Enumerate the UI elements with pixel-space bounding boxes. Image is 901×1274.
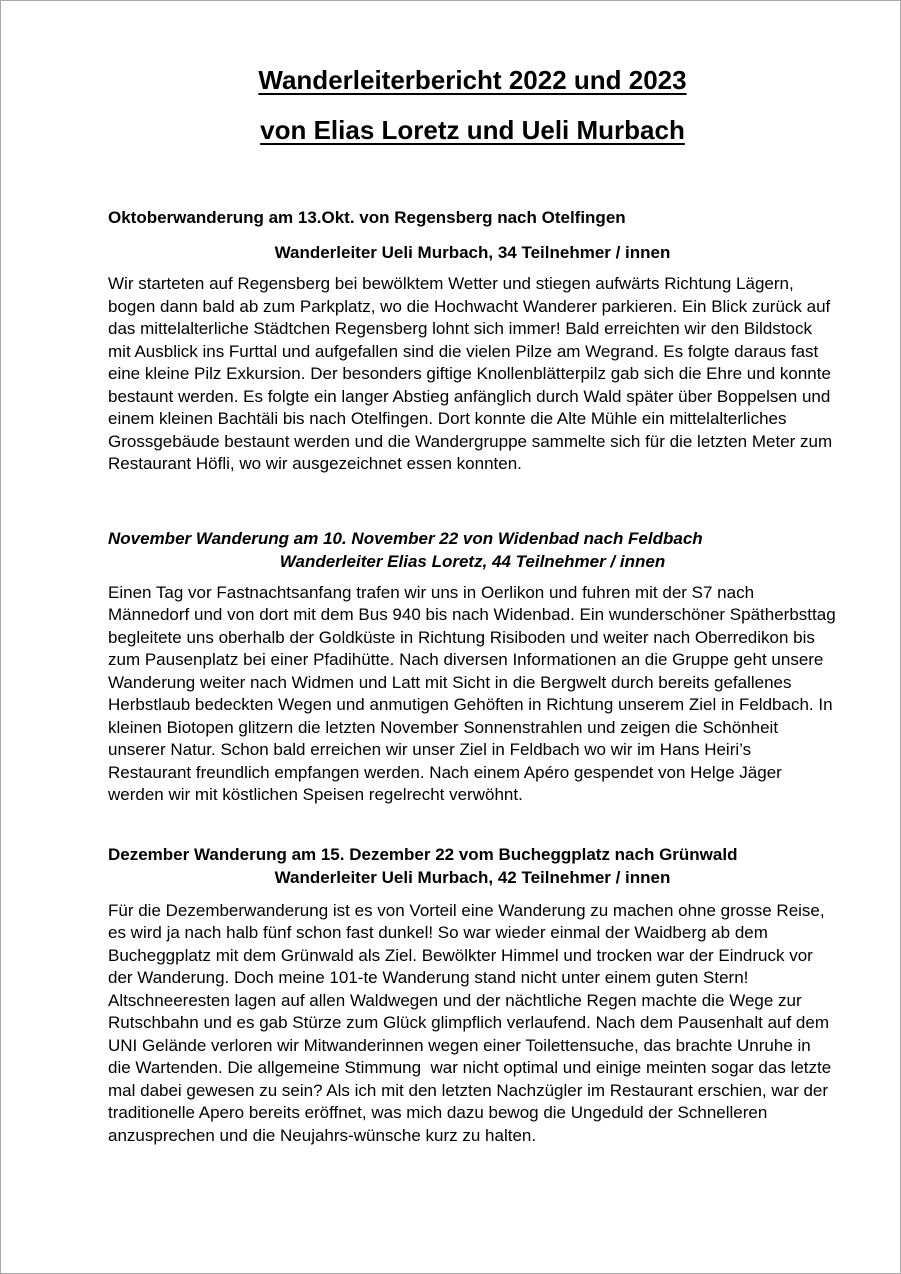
document-title — [108, 64, 837, 146]
section-heading-oktober: Oktoberwanderung am 13.Okt. von Regensberg nach Otelfingen — [108, 208, 626, 227]
section-subheading-oktober: Wanderleiter Ueli Murbach, 34 Teilnehmer / innen — [274, 243, 671, 262]
section-paragraph-november: Einen Tag vor Fastnachtsanfang trafen wir uns in Oerlikon und fuhren mit der S7 nach Männedorf und von dort mit dem Bus 940 bis nach Widenbad. Ein wunderschöner Spätherbsttag begleitete uns oberhalb der Goldküste in Richtung Risiboden und weiter nach Oberredikon bis zum Pausenplatz bei einer Pfadihütte. Nach diversen Informationen an die Gruppe geht unsere Wanderung weiter nach Widmen und Latt mit Sicht in die Bergwelt durch bereits gefallenes Herbstlaub bedeckten Wegen und anmutigen Gehöften in Richtung unserem Ziel in Feldbach. In kleinen Biotopen glitzern die letzten November Sonnenstrahlen und zeigen die Schönheit unserer Natur. Schon bald erreichen wir unser Ziel in Feldbach wo wir im Hans Heiri’s Restaurant freundlich empfangen werden. Nach einem Apéro gespendet von Helge Jäger werden wir mit köstlichen Speisen regelrecht verwöhnt. — [108, 582, 841, 804]
section-subheading-dezember: Wanderleiter Ueli Murbach, 42 Teilnehmer / innen — [274, 867, 671, 887]
document-title-line-1: Wanderleiterbericht 2022 und 2023 — [258, 65, 687, 95]
section-paragraph-dezember: Für die Dezemberwanderung ist es von Vorteil eine Wanderung zu machen ohne grosse Reise, es wird ja nach halb fünf schon fast dunkel! So war wieder einmal der Waidberg ab dem Bucheggplatz mit dem Grünwald als Ziel. Bewölkter Himmel und trocken war der Eindruck vor der Wanderung. Doch meine 101-te Wanderung stand nicht unter einem guten Stern! Altschneeresten lagen auf allen Waldwegen und der nächtliche Regen machte die Wege zur Rutschbahn und es gab Stürze zum Glück glimpflich verlaufend. Nach dem Pausenhalt auf dem UNI Gelände verloren wir Mitwanderinnen wegen einer Toilettensuche, das brachte Unruhe in die Wartenden. Die allgemeine Stimmung war nicht optimal und einige meinten sogar das letzte mal dabei gewesen zu sein? Als ich mit den letzten Nachzügler im Restaurant erschien, war der traditionelle Apero bereits eröffnet, was mich dazu bewog die Ungeduld der Schnelleren anzusprechen und die Neujahrs-wünsche kurz zu halten. — [108, 900, 836, 1145]
section-oktoberwanderung — [108, 206, 837, 476]
document-title-line-2: von Elias Loretz und Ueli Murbach — [260, 115, 685, 145]
section-subheading-november: Wanderleiter Elias Loretz, 44 Teilnehmer / innen — [279, 551, 666, 571]
document-content — [108, 64, 841, 1147]
section-november-wanderung — [108, 527, 841, 807]
section-dezember-wanderung — [108, 843, 837, 1148]
section-paragraph-oktober: Wir starteten auf Regensberg bei bewölktem Wetter und stiegen aufwärts Richtung Lägern, bogen dann bald ab zum Parkplatz, wo die Hochwacht Wanderer parkieren. Ein Blick zurück auf das mittelalterliche Städtchen Regensberg lohnt sich immer! Bald erreichten wir den Bildstock mit Ausblick ins Furttal und aufgefallen sind die vielen Pilze am Wegrand. Es folgte daraus fast eine kleine Pilz Exkursion. Der besonders giftige Knollenblätterpilz gab sich die Ehre und konnte bestaunt werden. Es folgte ein langer Abstieg anfänglich durch Wald später über Boppelsen und einem kleinen Bachtäli bis nach Otelfingen. Dort konnte die Alte Mühle ein mittelalterliches Grossgebäude bestaunt werden und die Wandergruppe sammelte sich für die letzten Meter zum Restaurant Höfli, wo wir ausgezeichnet essen konnten. — [108, 274, 837, 473]
section-heading-dezember: Dezember Wanderung am 15. Dezember 22 vom Bucheggplatz nach Grünwald — [108, 844, 738, 864]
section-heading-november: November Wanderung am 10. November 22 von Widenbad nach Feldbach — [108, 528, 703, 548]
